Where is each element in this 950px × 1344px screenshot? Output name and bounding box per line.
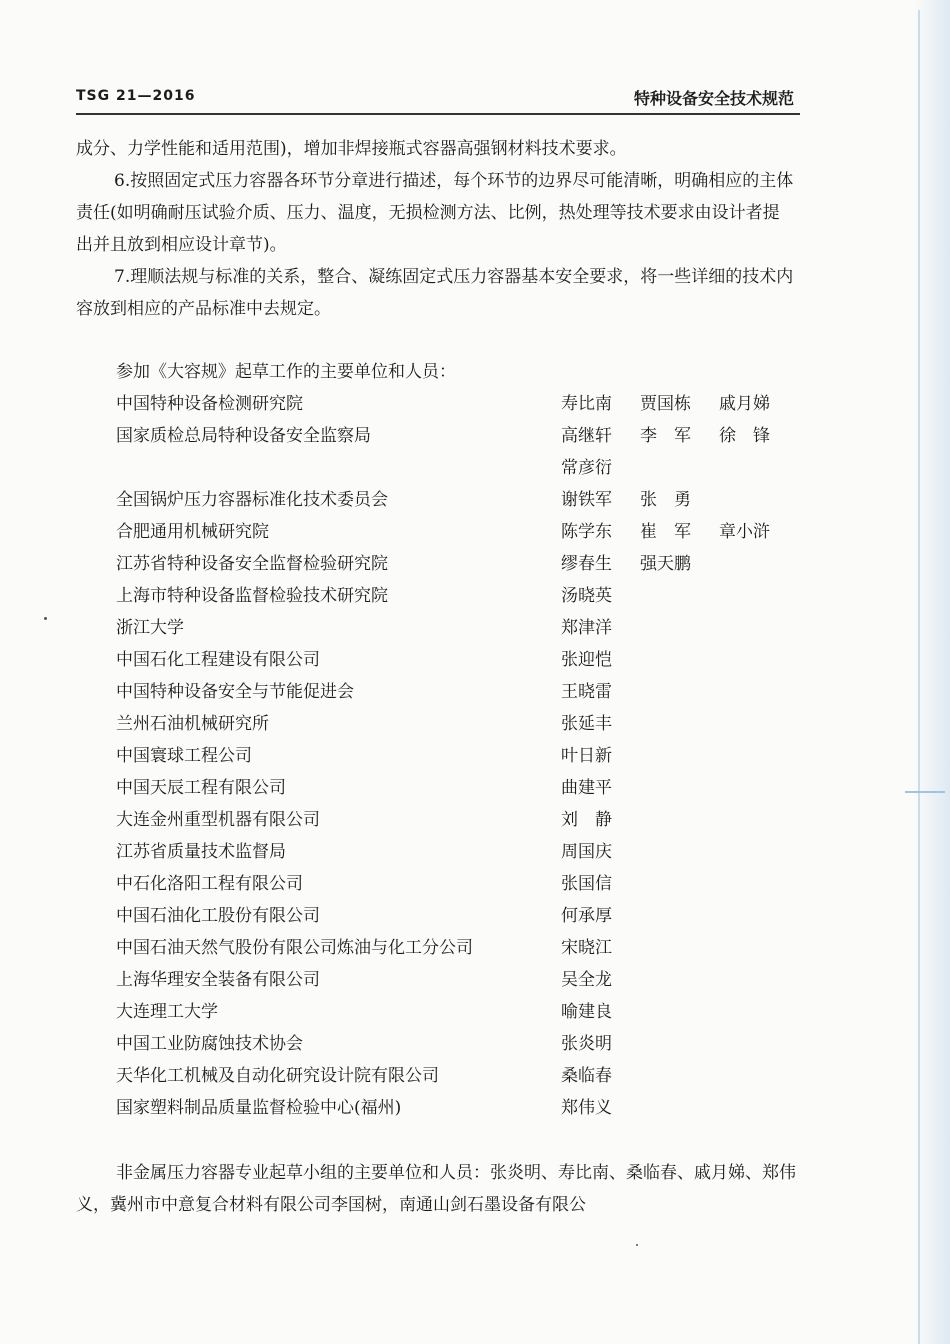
organization-name: 中国特种设备检测研究院 — [116, 394, 303, 414]
person-name: 宋晓江 — [561, 938, 612, 958]
scan-speck — [44, 617, 47, 620]
person-name: 戚月娣 — [719, 394, 770, 414]
roster-row — [116, 676, 816, 708]
roster-row — [116, 900, 816, 932]
roster-row — [116, 612, 816, 644]
organization-name: 中国天辰工程有限公司 — [116, 778, 286, 798]
roster-row — [116, 772, 816, 804]
person-name: 王晓雷 — [561, 682, 612, 702]
roster-row — [116, 580, 816, 612]
organization-name: 天华化工机械及自动化研究设计院有限公司 — [116, 1066, 439, 1086]
organization-name: 中国工业防腐蚀技术协会 — [116, 1034, 303, 1054]
roster-row — [116, 1028, 816, 1060]
nonmetal-paragraph: 非金属压力容器专业起草小组的主要单位和人员：张炎明、寿比南、桑临春、戚月娣、郑伟义，冀州市中意复合材料有限公司李国树，南通山剑石墨设备有限公 — [76, 1163, 796, 1215]
roster-row — [116, 836, 816, 868]
person-name: 李 军 — [640, 426, 691, 446]
person-name: 谢铁军 — [561, 490, 612, 510]
person-name: 汤晓英 — [561, 586, 612, 606]
roster-row — [116, 708, 816, 740]
roster-row — [116, 388, 816, 420]
roster-row — [116, 868, 816, 900]
organization-name: 中国特种设备安全与节能促进会 — [116, 682, 354, 702]
person-name: 常彦衍 — [561, 458, 612, 478]
drafting-roster — [116, 388, 816, 1124]
person-name: 喻建良 — [561, 1002, 612, 1022]
person-name: 郑津洋 — [561, 618, 612, 638]
roster-row — [116, 932, 816, 964]
person-name: 章小浒 — [719, 522, 770, 542]
roster-row — [116, 548, 816, 580]
person-name: 桑临春 — [561, 1066, 612, 1086]
organization-name: 兰州石油机械研究所 — [116, 714, 269, 734]
organization-name: 中国寰球工程公司 — [116, 746, 252, 766]
person-name: 徐 锋 — [719, 426, 770, 446]
roster-row — [116, 420, 816, 452]
organization-name: 中国石油化工股份有限公司 — [116, 906, 320, 926]
organization-name: 合肥通用机械研究院 — [116, 522, 269, 542]
person-name: 郑伟义 — [561, 1098, 612, 1118]
organization-name: 中石化洛阳工程有限公司 — [116, 874, 303, 894]
drafting-intro: 参加《大容规》起草工作的主要单位和人员： — [116, 362, 456, 382]
roster-row — [116, 1092, 816, 1124]
organization-name: 大连理工大学 — [116, 1002, 218, 1022]
person-name: 寿比南 — [561, 394, 612, 414]
person-name: 叶日新 — [561, 746, 612, 766]
organization-name: 浙江大学 — [116, 618, 184, 638]
scan-edge-mark — [905, 791, 945, 793]
person-name: 崔 军 — [640, 522, 691, 542]
person-name: 张 勇 — [640, 490, 691, 510]
paragraph-5-continuation: 成分、力学性能和适用范围)，增加非焊接瓶式容器高强钢材料技术要求。 — [76, 139, 627, 159]
scan-edge-line — [918, 10, 920, 1344]
person-name: 强天鹏 — [640, 554, 691, 574]
header-rule — [76, 113, 800, 115]
person-name: 张国信 — [561, 874, 612, 894]
person-name: 周国庆 — [561, 842, 612, 862]
standard-code: TSG 21—2016 — [76, 88, 196, 104]
paragraph-7: 7.理顺法规与标准的关系，整合、凝练固定式压力容器基本安全要求，将一些详细的技术内容放到相应的产品标准中去规定。 — [76, 267, 794, 319]
person-name: 曲建平 — [561, 778, 612, 798]
person-name: 陈学东 — [561, 522, 612, 542]
person-name: 张延丰 — [561, 714, 612, 734]
person-name: 何承厚 — [561, 906, 612, 926]
organization-name: 大连金州重型机器有限公司 — [116, 810, 320, 830]
roster-row — [116, 484, 816, 516]
roster-row — [116, 804, 816, 836]
roster-row — [116, 1060, 816, 1092]
person-name: 张迎恺 — [561, 650, 612, 670]
organization-name: 国家塑料制品质量监督检验中心(福州) — [116, 1098, 402, 1118]
organization-name: 江苏省质量技术监督局 — [116, 842, 286, 862]
organization-name: 中国石化工程建设有限公司 — [116, 650, 320, 670]
organization-name: 上海华理安全装备有限公司 — [116, 970, 320, 990]
roster-row — [116, 740, 816, 772]
scan-speck — [636, 1244, 638, 1246]
roster-row — [116, 964, 816, 996]
person-name: 贾国栋 — [640, 394, 691, 414]
person-name: 张炎明 — [561, 1034, 612, 1054]
roster-row — [116, 996, 816, 1028]
series-title: 特种设备安全技术规范 — [633, 89, 794, 108]
organization-name: 国家质检总局特种设备安全监察局 — [116, 426, 371, 446]
person-name: 缪春生 — [561, 554, 612, 574]
organization-name: 全国锅炉压力容器标准化技术委员会 — [116, 490, 388, 510]
organization-name: 上海市特种设备监督检验技术研究院 — [116, 586, 388, 606]
roster-row — [116, 644, 816, 676]
person-name: 高继轩 — [561, 426, 612, 446]
organization-name: 中国石油天然气股份有限公司炼油与化工分公司 — [116, 938, 473, 958]
roster-row — [116, 452, 816, 484]
person-name: 吴全龙 — [561, 970, 612, 990]
person-name: 刘 静 — [561, 810, 612, 830]
organization-name: 江苏省特种设备安全监督检验研究院 — [116, 554, 388, 574]
page-header — [76, 86, 800, 110]
roster-row — [116, 516, 816, 548]
paragraph-6: 6.按照固定式压力容器各环节分章进行描述，每个环节的边界尽可能清晰，明确相应的主体责任(如明确耐压试验介质、压力、温度，无损检测方法、比例，热处理等技术要求由设计者提出并且放到相应设计章节)。 — [76, 171, 794, 255]
